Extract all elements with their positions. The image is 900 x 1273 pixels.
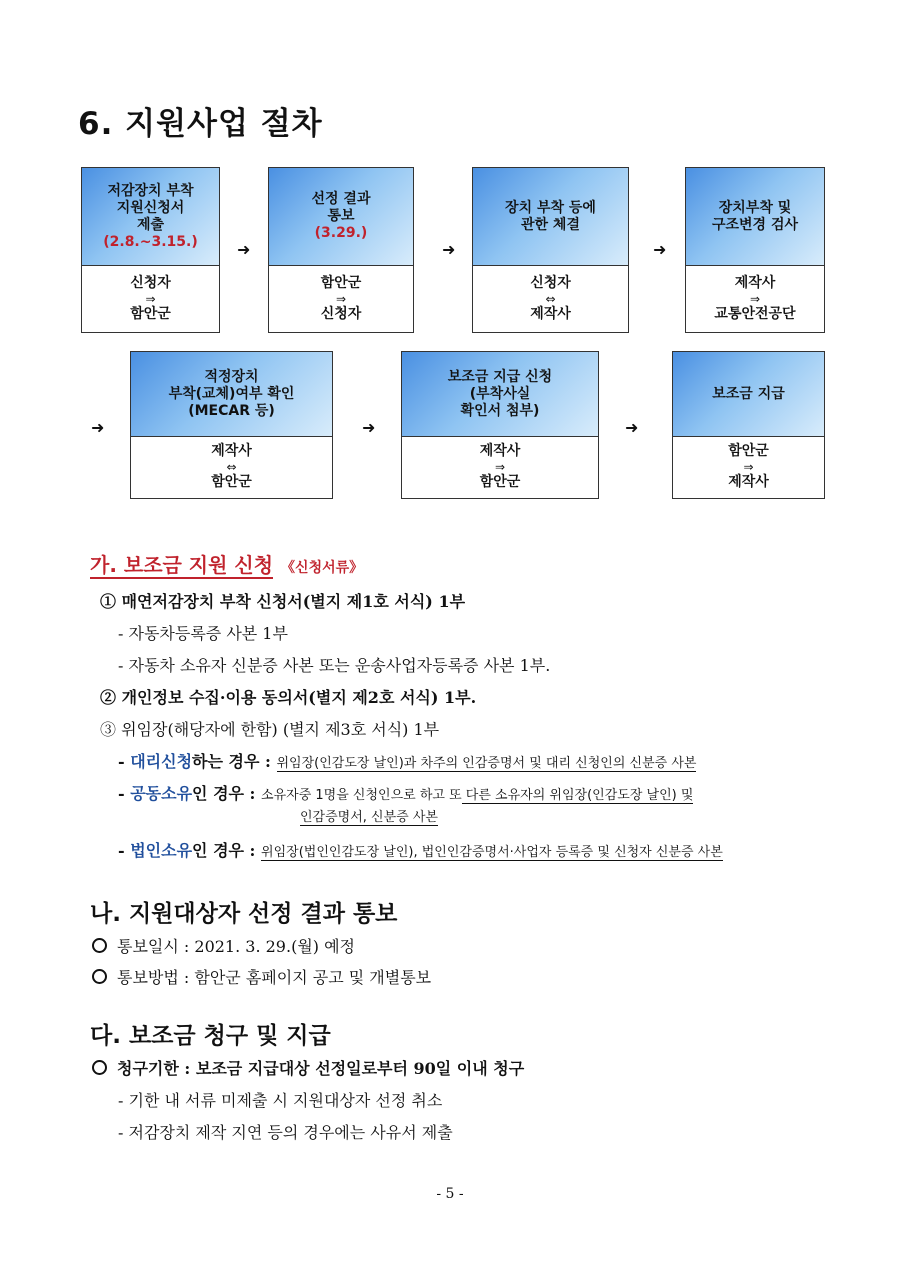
flow-box-3-task: [473, 168, 628, 266]
section-ga-title: 가. 보조금 지원 신청: [90, 553, 274, 577]
case-dash: -: [118, 841, 131, 860]
case-docs: 소유자중 1명을 신청인으로 하고 또: [261, 788, 462, 803]
case-type: 공동소유: [130, 784, 193, 803]
doc-item-3: ③ 위임장(해당자에 한함) (별지 제3호 서식) 1부: [100, 720, 440, 739]
flow-box-7: [672, 351, 825, 499]
party-from: 제작사: [479, 443, 521, 459]
party-from: 신청자: [130, 274, 171, 291]
case-docs: 위임장(인감도장 날인)과 차주의 인감증명서 및 대리 신청인의 신분증 사본: [276, 756, 697, 771]
flow-box-3: [472, 167, 629, 333]
doc-item-1: ① 매연저감장치 부착 신청서(별지 제1호 서식) 1부: [100, 592, 466, 611]
party-to: 함안군: [479, 474, 521, 490]
task-date: (3.29.): [314, 225, 368, 241]
party-to: 제작사: [728, 474, 769, 490]
flow-box-5: [130, 351, 333, 499]
direction-arrow-icon: ⇒: [494, 460, 506, 474]
case-docs: 위임장(법인인감도장 날인), 법인인감증명서·사업자 등록증 및 신청자 신분증 사본: [261, 845, 723, 860]
flow-box-6-task: [402, 352, 598, 437]
flow-box-4-task: [686, 168, 824, 266]
flow-box-2: [268, 167, 414, 333]
claim-deadline-text: 청구기한 : 보조금 지급대상 선정일로부터 90일 이내 청구: [117, 1059, 525, 1078]
flow-box-4-parties: [686, 265, 824, 332]
case-dash: -: [118, 752, 131, 771]
claim-sub-2: - 저감장치 제작 지연 등의 경우에는 사유서 제출: [118, 1123, 453, 1142]
task-line: 확인서 첨부): [460, 402, 540, 419]
direction-arrow-icon: ⇒: [749, 291, 761, 306]
circle-bullet-icon: [92, 1060, 107, 1075]
case-proxy: [118, 749, 696, 772]
page-title: 6. 지원사업 절차: [78, 106, 323, 142]
case-label: 하는 경우 :: [192, 752, 277, 771]
direction-arrow-icon: ⇔: [226, 460, 237, 474]
page-number: - 5 -: [436, 1186, 464, 1202]
notice-method-text: 통보방법 : 함안군 홈페이지 공고 및 개별통보: [117, 968, 432, 987]
notice-date: [92, 934, 355, 957]
claim-deadline: [92, 1056, 524, 1079]
direction-arrow-icon: ⇒: [145, 291, 156, 306]
party-from: 제작사: [211, 443, 252, 459]
direction-arrow-icon: ⇔: [545, 291, 556, 306]
task-line: 구조변경 검사: [711, 216, 799, 233]
case-joint: [118, 781, 693, 804]
case-joint-cont: [300, 806, 438, 825]
task-line: 저감장치 부착: [107, 182, 194, 199]
doc-item-2: ② 개인정보 수집·이용 동의서(별지 제2호 서식) 1부.: [100, 688, 477, 707]
case-dash: -: [118, 784, 131, 803]
doc-item-1-sub-1: - 자동차등록증 사본 1부: [118, 624, 288, 643]
task-line: 관한 체결: [521, 216, 580, 233]
flow-arrow-icon: ➜: [237, 240, 251, 259]
party-to: 교통안전공단: [714, 305, 796, 322]
task-line: 지원신청서: [116, 199, 185, 216]
section-na-heading: 나. 지원대상자 선정 결과 통보: [90, 901, 398, 927]
task-line: 부착(교체)여부 확인: [168, 385, 295, 402]
task-line: 제출: [136, 216, 165, 233]
notice-date-text: 통보일시 : 2021. 3. 29.(월) 예정: [117, 937, 356, 956]
flow-box-1: [81, 167, 220, 333]
task-line: (MECAR 등): [188, 402, 275, 419]
section-ga-subtitle: 《신청서류》: [281, 560, 364, 576]
flow-box-2-parties: [269, 265, 413, 332]
task-date: (2.8.~3.15.): [103, 233, 198, 250]
flow-arrow-icon: ➜: [625, 418, 639, 437]
task-line: 장치부착 및: [718, 199, 792, 216]
flow-arrow-icon: ➜: [91, 418, 105, 437]
flow-box-1-task: [82, 168, 219, 266]
flow-box-5-parties: [131, 436, 332, 498]
party-from: 신청자: [530, 274, 571, 291]
party-to: 제작사: [530, 305, 571, 322]
section-ga-heading: [90, 549, 363, 578]
flow-arrow-icon: ➜: [653, 240, 667, 259]
party-from: 제작사: [734, 274, 776, 291]
flow-arrow-icon: ➜: [442, 240, 456, 259]
party-from: 함안군: [728, 443, 769, 459]
case-corporate: [118, 838, 723, 861]
flow-box-6-parties: [402, 436, 598, 498]
flow-arrow-icon: ➜: [362, 418, 376, 437]
task-line: 선정 결과: [311, 191, 371, 207]
task-line: 적정장치: [204, 368, 259, 385]
circle-bullet-icon: [92, 938, 107, 953]
flow-box-3-parties: [473, 265, 628, 332]
case-docs: 인감증명서, 신분증 사본: [300, 810, 438, 825]
party-from: 함안군: [320, 274, 362, 291]
party-to: 함안군: [130, 305, 171, 322]
task-line: 보조금 지급 신청: [447, 368, 553, 385]
flow-box-7-task: [673, 352, 824, 437]
case-type: 대리신청: [130, 752, 193, 771]
party-to: 함안군: [211, 474, 252, 490]
task-line: 보조금 지급: [712, 385, 785, 402]
doc-item-1-sub-2: - 자동차 소유자 신분증 사본 또는 운송사업자등록증 사본 1부.: [118, 656, 551, 675]
flow-box-5-task: [131, 352, 332, 437]
direction-arrow-icon: ⇒: [743, 460, 754, 474]
task-line: 장치 부착 등에: [505, 199, 596, 216]
direction-arrow-icon: ⇒: [335, 291, 347, 306]
case-type: 법인소유: [130, 841, 193, 860]
circle-bullet-icon: [92, 969, 107, 984]
case-label: 인 경우 :: [192, 784, 262, 803]
case-docs: 다른 소유자의 위임장(인감도장 날인) 및: [461, 788, 694, 803]
party-to: 신청자: [320, 305, 362, 322]
flow-box-4: [685, 167, 825, 333]
case-label: 인 경우 :: [192, 841, 262, 860]
task-line: (부착사실: [469, 385, 531, 402]
claim-sub-1: - 기한 내 서류 미제출 시 지원대상자 선정 취소: [118, 1091, 443, 1110]
task-line: 통보: [327, 208, 355, 224]
flow-box-2-task: [269, 168, 413, 266]
notice-method: [92, 965, 431, 988]
flow-box-7-parties: [673, 436, 824, 498]
section-da-heading: 다. 보조금 청구 및 지급: [90, 1023, 331, 1049]
flow-box-6: [401, 351, 599, 499]
flow-box-1-parties: [82, 265, 219, 332]
